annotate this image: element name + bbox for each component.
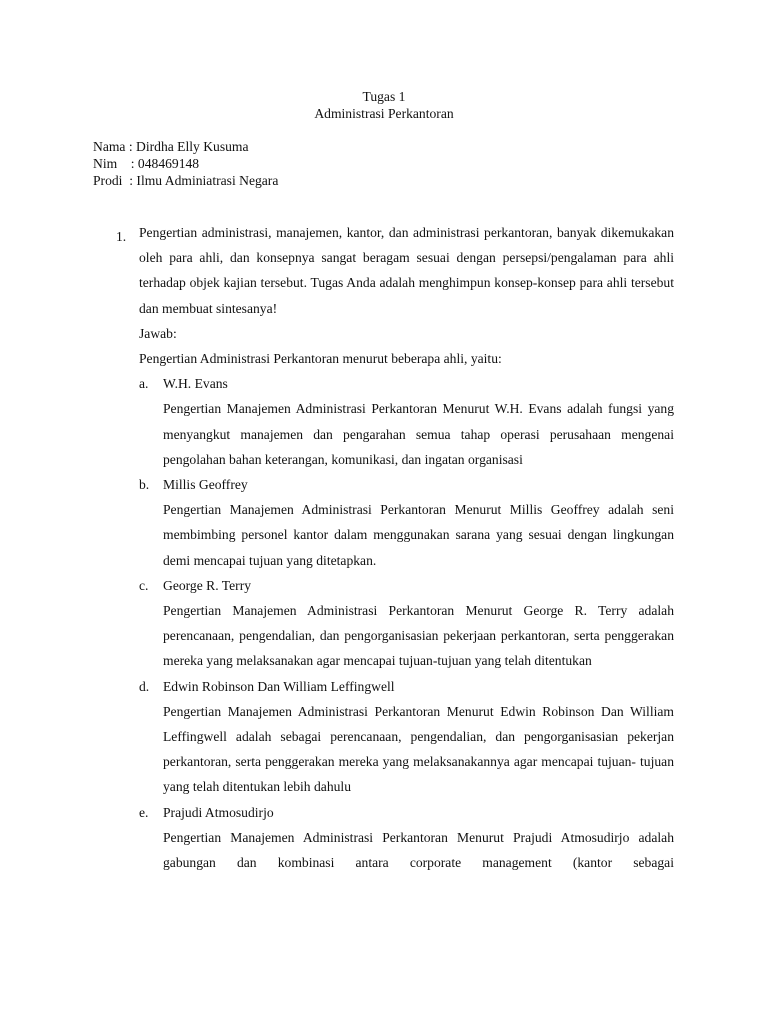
- list-marker: e.: [139, 804, 149, 820]
- title-block: [0, 88, 768, 122]
- expert-name: Prajudi Atmosudirjo: [163, 804, 274, 820]
- expert-definition: Pengertian Manajemen Administrasi Perkantoran Menurut Millis Geoffrey adalah seni membimbing personel kantor dalam menggunakan sarana yang sesuai dengan lingkungan demi mencapai tujuan yang ditetapkan.: [163, 502, 674, 568]
- student-nim: Nim : 048469148: [93, 156, 200, 171]
- expert-definition: Pengertian Manajemen Administrasi Perkantoran Menurut W.H. Evans adalah fungsi yang menyangkut manajemen dan pengarahan semua tahap operasi perusahaan mengenai pengolahan bahan keterangan, komunikasi, dan ingatan organisasi: [163, 401, 674, 467]
- question-body: [139, 220, 674, 875]
- student-identity: [93, 138, 278, 189]
- question-number: 1.: [116, 229, 127, 244]
- answer-intro: Pengertian Administrasi Perkantoran menurut beberapa ahli, yaitu:: [139, 351, 502, 367]
- list-item: [139, 573, 674, 674]
- list-item: [139, 371, 674, 472]
- expert-definition: Pengertian Manajemen Administrasi Perkantoran Menurut Prajudi Atmosudirjo adalah gabungan dan kombinasi antara corporate management (kantor sebagai: [163, 829, 674, 871]
- expert-name: Edwin Robinson Dan William Leffingwell: [163, 678, 395, 694]
- question-text: Pengertian administrasi, manajemen, kantor, dan administrasi perkantoran, banyak dikemukakan oleh para ahli, dan konsepnya sangat beragam sesuai dengan persepsi/pengalaman para ahli terhadap objek kajian tersebut. Tugas Anda adalah menghimpun konsep-konsep para ahli tersebut dan membuat sintesanya!: [139, 225, 674, 316]
- expert-name: W.H. Evans: [163, 376, 228, 392]
- list-marker: b.: [139, 477, 150, 493]
- list-marker: c.: [139, 577, 149, 593]
- list-item: [139, 674, 674, 800]
- expert-definition: Pengertian Manajemen Administrasi Perkantoran Menurut George R. Terry adalah perencanaan, pengendalian, dan pengorganisasian pekerjaan perkantoran, serta penggerakan mereka yang melaksanakan agar mencapai tujuan-tujuan yang telah ditentukan: [163, 603, 674, 669]
- list-item: [139, 800, 674, 876]
- student-prodi: Prodi : Ilmu Adminiatrasi Negara: [93, 173, 279, 188]
- student-name: Nama : Dirdha Elly Kusuma: [93, 139, 249, 154]
- document-title: Tugas 1: [362, 89, 406, 104]
- list-marker: d.: [139, 678, 150, 694]
- expert-definition: Pengertian Manajemen Administrasi Perkantoran Menurut Edwin Robinson Dan William Leffingwell adalah sebagai perencanaan, pengendalian, dan pengorganisasian pekerjan perkantoran, serta penggerakan mereka yang melaksanakannya agar mencapai tujuan- tujuan yang telah ditentukan lebih dahulu: [163, 703, 674, 795]
- answer-label: Jawab:: [139, 325, 177, 341]
- expert-name: Millis Geoffrey: [163, 477, 248, 493]
- list-marker: a.: [139, 376, 149, 392]
- document-subtitle: Administrasi Perkantoran: [314, 106, 454, 121]
- list-item: [139, 472, 674, 573]
- expert-name: George R. Terry: [163, 577, 252, 593]
